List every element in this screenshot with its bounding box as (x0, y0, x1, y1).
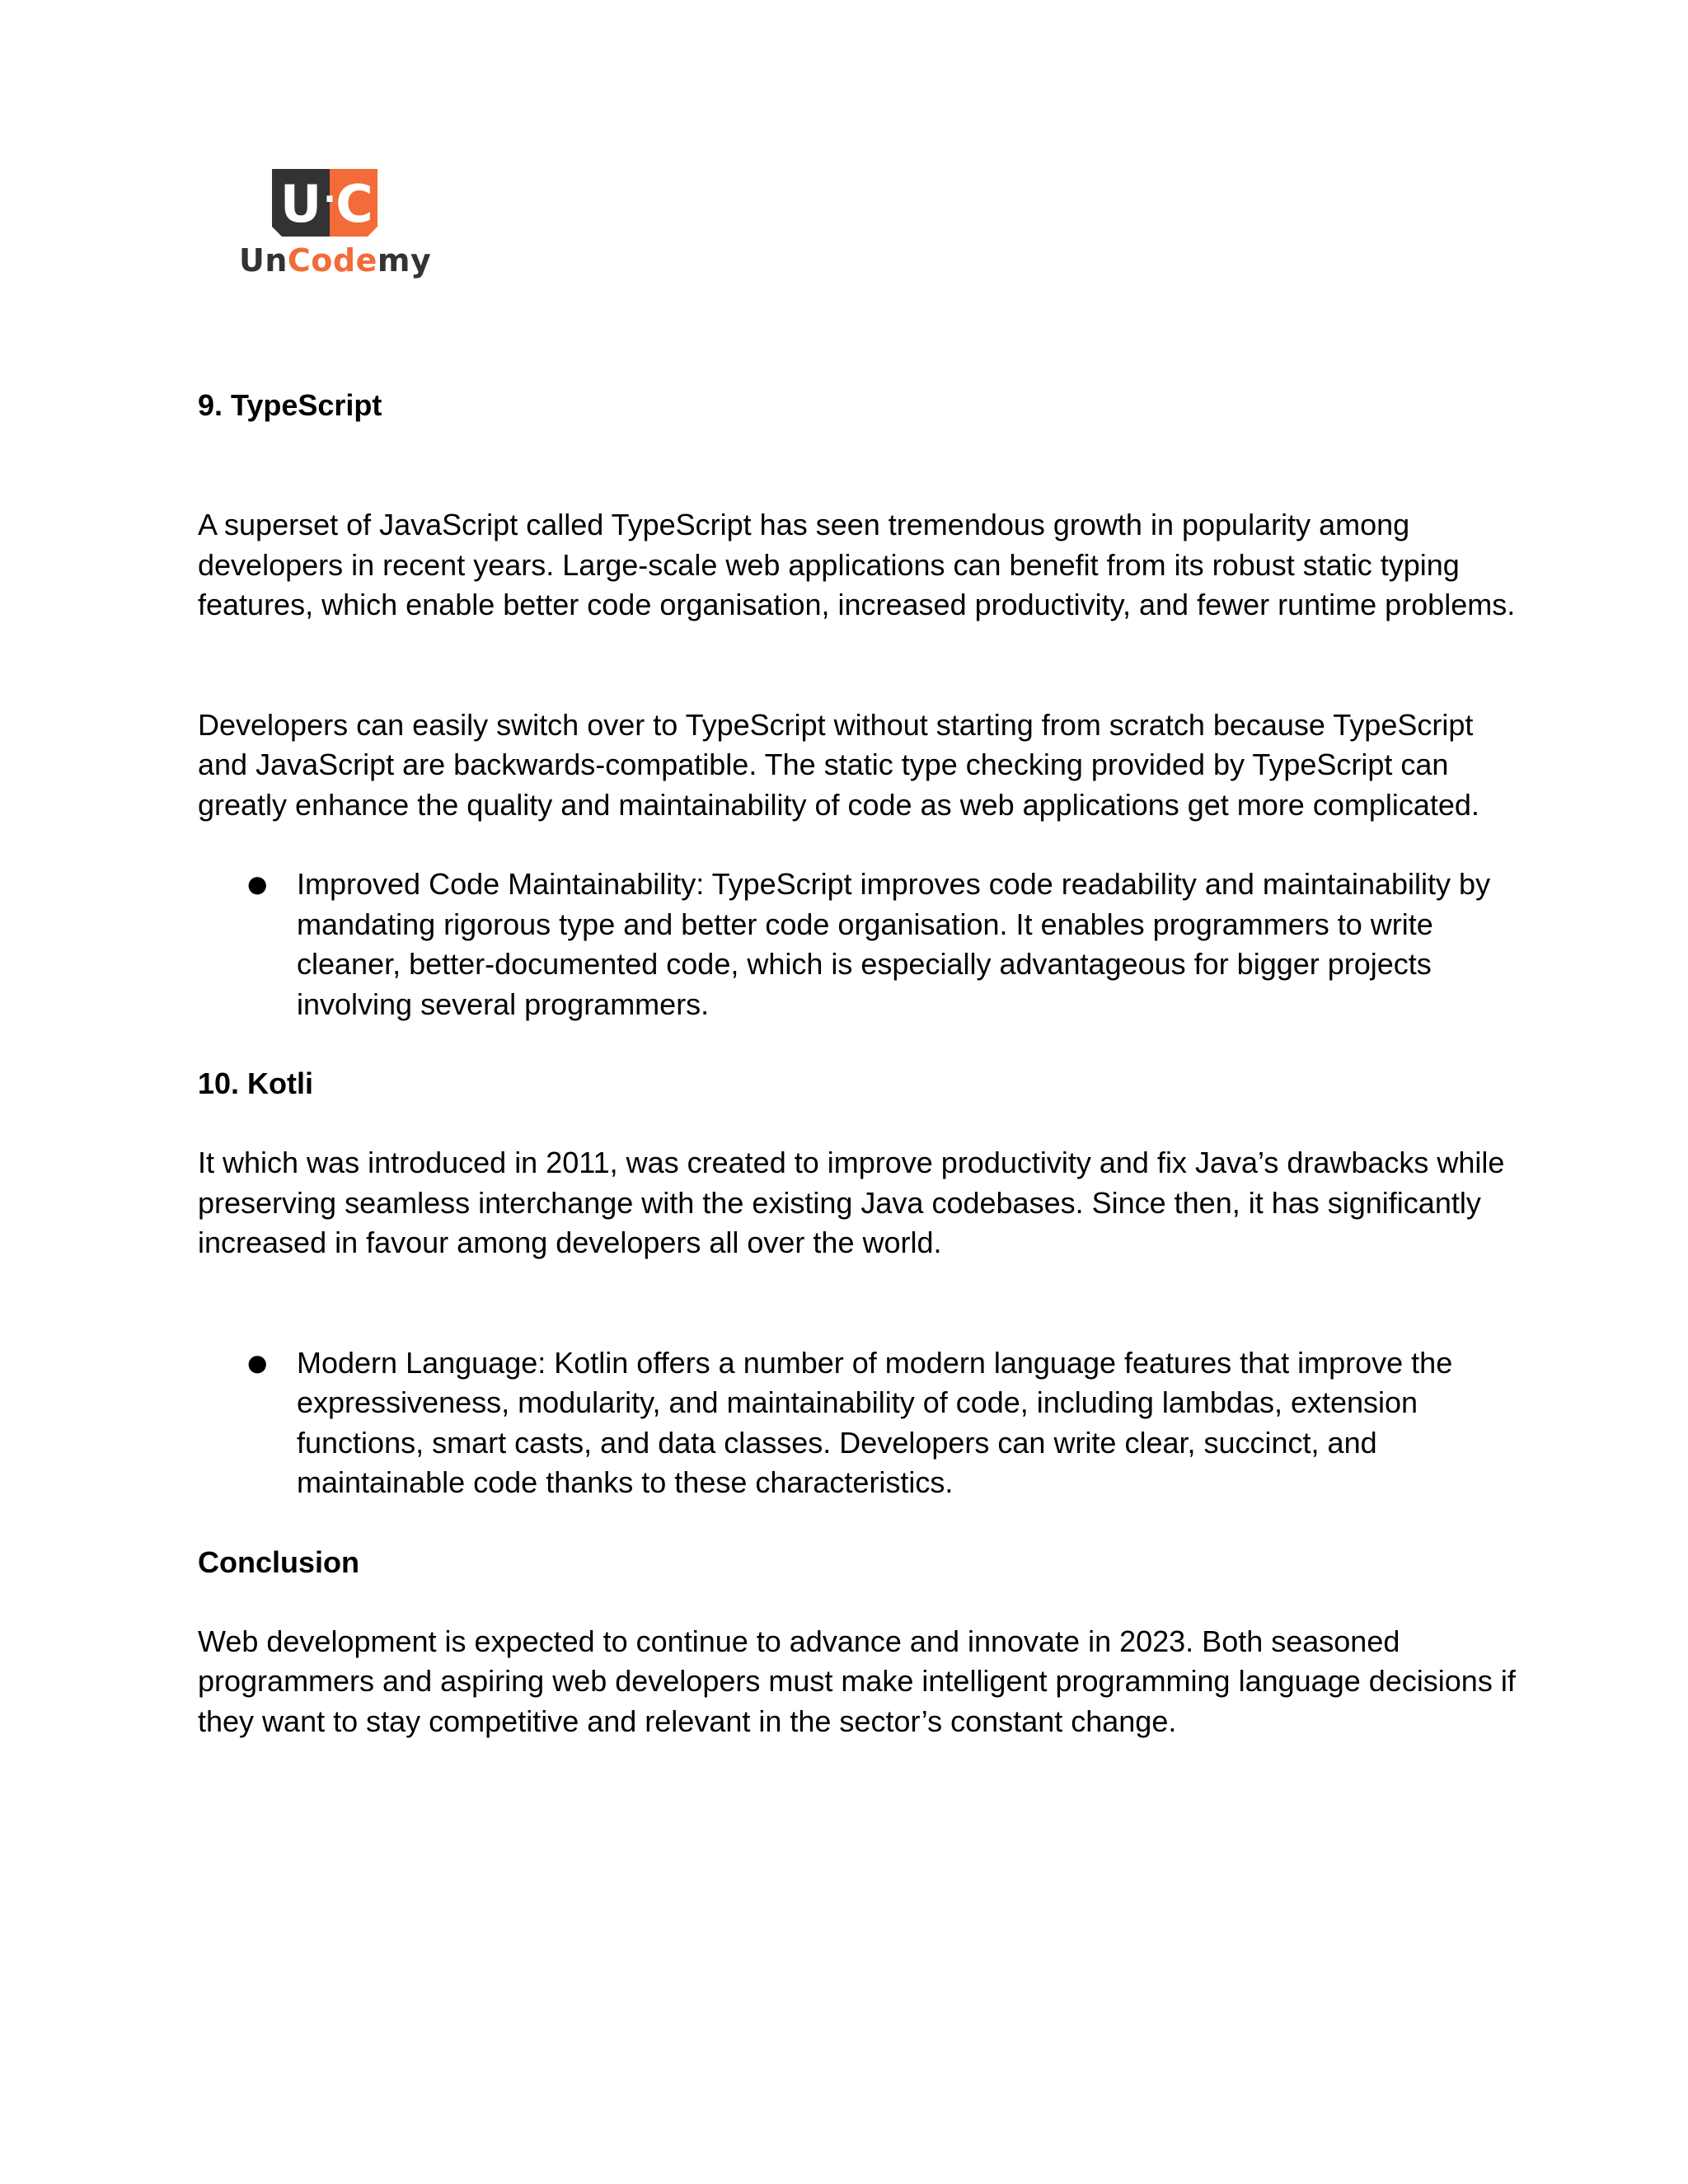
list-item (198, 1343, 1517, 1503)
kotlin-paragraph-1: It which was introduced in 2011, was created to improve productivity and fix Java’s drawbacks while preserving seamless interchange with the existing Java codebases. Since then, it has significantly increased in favour among developers all over the world. (198, 1146, 1505, 1259)
logo-badge (239, 169, 420, 243)
kotlin-heading: 10. Kotli (198, 1066, 314, 1100)
logo-badge-dot: · (323, 180, 336, 218)
logo-wordmark-my: my (377, 242, 432, 279)
logo-wordmark (239, 242, 432, 279)
conclusion-heading: Conclusion (198, 1544, 359, 1579)
document-body (198, 386, 1517, 1741)
kotlin-bullet-list (198, 1343, 1517, 1503)
uncodemy-logo (239, 169, 432, 293)
list-item (198, 865, 1517, 1024)
typescript-bullet-list (198, 865, 1517, 1024)
conclusion-paragraph: Web development is expected to continue to advance and innovate in 2023. Both seasoned programmers and aspiring web developers must make intelligent programming language decisions if they want to stay competitive and relevant in the sector’s constant change. (198, 1624, 1516, 1738)
logo-wordmark-code: Code (287, 242, 377, 279)
kotlin-bullet-text: Modern Language: Kotlin offers a number of modern language features that improve the expressiveness, modularity, and maintainability of code, including lambdas, extension functions, smart casts, and data classes. Developers can write clear, succinct, and maintainable code thanks to these characteristics. (297, 1345, 1453, 1499)
logo-badge-u: U (279, 174, 322, 234)
bullet-icon: ● (247, 870, 268, 898)
typescript-paragraph-2: Developers can easily switch over to TypeScript without starting from scratch because TypeScript and JavaScript are backwards-compatible. The static type checking provided by TypeScript can greatly enhance the quality and maintainability of code as web applications get more complicated. (198, 707, 1479, 822)
typescript-paragraph-1: A superset of JavaScript called TypeScript has seen tremendous growth in popularity among developers in recent years. Large-scale web applications can benefit from its robust static typing features, which enable better code organisation, increased productivity, and fewer runtime problems. (198, 508, 1516, 621)
logo-wordmark-un: Un (239, 242, 288, 279)
bullet-icon: ● (247, 1348, 268, 1376)
typescript-heading: 9. TypeScript (198, 388, 382, 422)
logo-badge-c: C (335, 174, 373, 234)
typescript-bullet-text: Improved Code Maintainability: TypeScript improves code readability and maintainability by mandating rigorous type and better code organisation. It enables programmers to write cleaner, better-documented code, which is especially advantageous for bigger projects involving several programmers. (297, 867, 1491, 1021)
